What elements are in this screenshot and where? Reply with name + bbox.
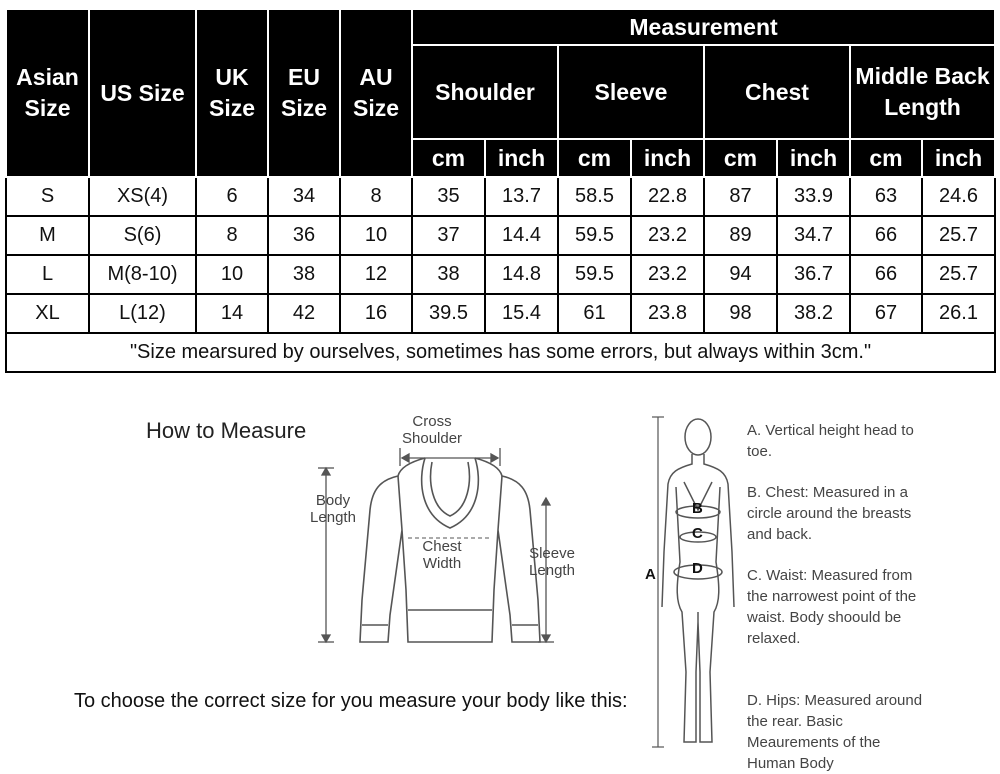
table-row [6, 216, 995, 255]
header-asian-size: Asian Size [6, 9, 89, 177]
body-length-label: Body Length [310, 492, 356, 526]
table-cell: XL [6, 294, 89, 333]
table-cell: 35 [412, 177, 485, 216]
table-cell: 89 [704, 216, 777, 255]
header-au-size: AU Size [340, 9, 412, 177]
legend-a: A. Vertical height head to toe. [747, 422, 914, 460]
table-cell: 38 [412, 255, 485, 294]
header-chest: Chest [704, 45, 850, 139]
table-cell: 8 [196, 216, 268, 255]
table-cell: 34.7 [777, 216, 850, 255]
table-cell: 66 [850, 255, 922, 294]
table-cell: 94 [704, 255, 777, 294]
header-eu-size: EU Size [268, 9, 340, 177]
table-cell: 10 [196, 255, 268, 294]
table-cell: 38 [268, 255, 340, 294]
table-cell: 61 [558, 294, 631, 333]
table-cell: 23.2 [631, 216, 704, 255]
choose-size-text: To choose the correct size for you measure your body like this: [74, 690, 628, 712]
letter-b: B [692, 500, 703, 517]
header-unit: cm [704, 139, 777, 177]
letter-a: A [645, 566, 656, 583]
legend-d: D. Hips: Measured around the rear. Basic Meaurements of the Human Body [747, 692, 923, 772]
header-unit: cm [558, 139, 631, 177]
table-cell: 6 [196, 177, 268, 216]
header-unit: inch [922, 139, 995, 177]
table-cell: 14.4 [485, 216, 558, 255]
table-cell: 23.2 [631, 255, 704, 294]
cross-shoulder-label: Cross Shoulder [402, 413, 463, 447]
table-cell: 15.4 [485, 294, 558, 333]
header-measurement: Measurement [412, 9, 995, 45]
table-cell: 26.1 [922, 294, 995, 333]
table-cell: 33.9 [777, 177, 850, 216]
header-unit: inch [485, 139, 558, 177]
table-cell: S(6) [89, 216, 196, 255]
table-cell: 59.5 [558, 216, 631, 255]
header-uk-size: UK Size [196, 9, 268, 177]
table-row [6, 177, 995, 216]
header-shoulder: Shoulder [412, 45, 558, 139]
table-cell: 16 [340, 294, 412, 333]
header-unit: inch [777, 139, 850, 177]
table-cell: 25.7 [922, 216, 995, 255]
header-middle-back-length: Middle Back Length [850, 45, 995, 139]
table-cell: 8 [340, 177, 412, 216]
table-row [6, 294, 995, 333]
header-us-size: US Size [89, 9, 196, 177]
size-chart-table [5, 8, 996, 373]
table-cell: 66 [850, 216, 922, 255]
table-cell: M(8-10) [89, 255, 196, 294]
table-cell: 36 [268, 216, 340, 255]
table-cell: 10 [340, 216, 412, 255]
chest-width-label: Chest Width [422, 538, 462, 572]
table-cell: 59.5 [558, 255, 631, 294]
table-cell: 87 [704, 177, 777, 216]
header-sleeve: Sleeve [558, 45, 704, 139]
table-cell: 34 [268, 177, 340, 216]
how-to-measure-title: How to Measure [146, 418, 307, 443]
table-cell: 14 [196, 294, 268, 333]
table-cell: 12 [340, 255, 412, 294]
table-cell: 23.8 [631, 294, 704, 333]
letter-c: C [692, 525, 703, 542]
letter-d: D [692, 560, 703, 577]
size-note: "Size mearsured by ourselves, sometimes has some errors, but always within 3cm." [6, 333, 995, 372]
table-cell: L(12) [89, 294, 196, 333]
table-cell: 63 [850, 177, 922, 216]
table-cell: 13.7 [485, 177, 558, 216]
sleeve-length-label: Sleeve Length [529, 545, 575, 579]
table-cell: M [6, 216, 89, 255]
header-unit: inch [631, 139, 704, 177]
table-cell: 37 [412, 216, 485, 255]
table-cell: XS(4) [89, 177, 196, 216]
body-figure-icon [640, 412, 740, 772]
table-cell: 25.7 [922, 255, 995, 294]
header-unit: cm [850, 139, 922, 177]
table-cell: 22.8 [631, 177, 704, 216]
table-cell: 38.2 [777, 294, 850, 333]
table-cell: L [6, 255, 89, 294]
legend-b: B. Chest: Measured in a circle around the breasts and back. [747, 484, 912, 543]
header-unit: cm [412, 139, 485, 177]
table-cell: 42 [268, 294, 340, 333]
table-row [6, 255, 995, 294]
table-cell: 36.7 [777, 255, 850, 294]
table-cell: 24.6 [922, 177, 995, 216]
table-cell: 39.5 [412, 294, 485, 333]
table-cell: 58.5 [558, 177, 631, 216]
table-cell: 67 [850, 294, 922, 333]
table-cell: 98 [704, 294, 777, 333]
legend-c: C. Waist: Measured from the narrowest point of the waist. Body shoould be relaxed. [747, 567, 917, 647]
table-cell: 14.8 [485, 255, 558, 294]
table-cell: S [6, 177, 89, 216]
